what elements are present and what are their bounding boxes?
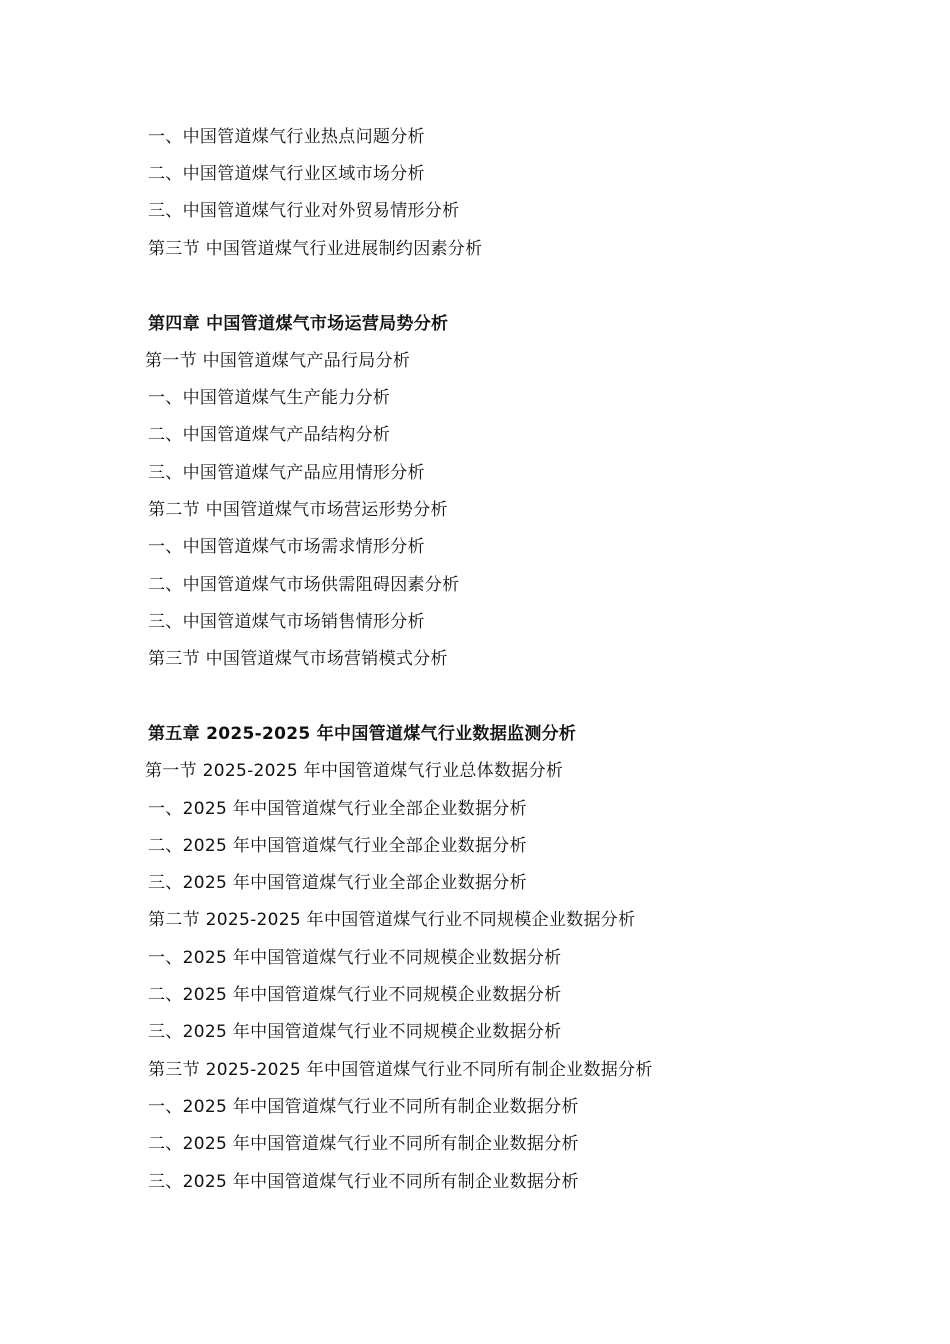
toc-item: 三、2025 年中国管道煤气行业不同所有制企业数据分析	[148, 1172, 579, 1192]
toc-section: 第二节 中国管道煤气市场营运形势分析	[148, 500, 448, 520]
toc-section: 第一节 中国管道煤气产品行局分析	[145, 351, 411, 371]
toc-item: 二、中国管道煤气市场供需阻碍因素分析	[148, 575, 460, 595]
toc-item: 三、中国管道煤气行业对外贸易情形分析	[148, 201, 460, 221]
toc-item: 三、中国管道煤气市场销售情形分析	[148, 612, 425, 632]
toc-chapter-title: 第四章 中国管道煤气市场运营局势分析	[148, 314, 449, 334]
toc-item: 一、2025 年中国管道煤气行业不同所有制企业数据分析	[148, 1097, 579, 1117]
toc-item: 一、2025 年中国管道煤气行业不同规模企业数据分析	[148, 948, 562, 968]
toc-item: 一、中国管道煤气市场需求情形分析	[148, 537, 425, 557]
toc-item: 三、中国管道煤气产品应用情形分析	[148, 463, 425, 483]
toc-item: 二、2025 年中国管道煤气行业全部企业数据分析	[148, 836, 527, 856]
toc-item: 一、中国管道煤气生产能力分析	[148, 388, 391, 408]
toc-item: 二、中国管道煤气产品结构分析	[148, 425, 391, 445]
toc-item: 二、中国管道煤气行业区域市场分析	[148, 164, 425, 184]
toc-item: 三、2025 年中国管道煤气行业不同规模企业数据分析	[148, 1022, 562, 1042]
toc-section: 第一节 2025-2025 年中国管道煤气行业总体数据分析	[145, 761, 564, 781]
toc-item: 一、2025 年中国管道煤气行业全部企业数据分析	[148, 799, 527, 819]
toc-item: 三、2025 年中国管道煤气行业全部企业数据分析	[148, 873, 527, 893]
toc-section: 第三节 中国管道煤气市场营销模式分析	[148, 649, 448, 669]
toc-item: 二、2025 年中国管道煤气行业不同规模企业数据分析	[148, 985, 562, 1005]
toc-section: 第三节 中国管道煤气行业进展制约因素分析	[148, 239, 483, 259]
toc-item: 二、2025 年中国管道煤气行业不同所有制企业数据分析	[148, 1134, 579, 1154]
toc-item: 一、中国管道煤气行业热点问题分析	[148, 127, 425, 147]
toc-chapter-title: 第五章 2025-2025 年中国管道煤气行业数据监测分析	[148, 724, 577, 744]
toc-section: 第三节 2025-2025 年中国管道煤气行业不同所有制企业数据分析	[148, 1060, 653, 1080]
toc-section: 第二节 2025-2025 年中国管道煤气行业不同规模企业数据分析	[148, 910, 636, 930]
